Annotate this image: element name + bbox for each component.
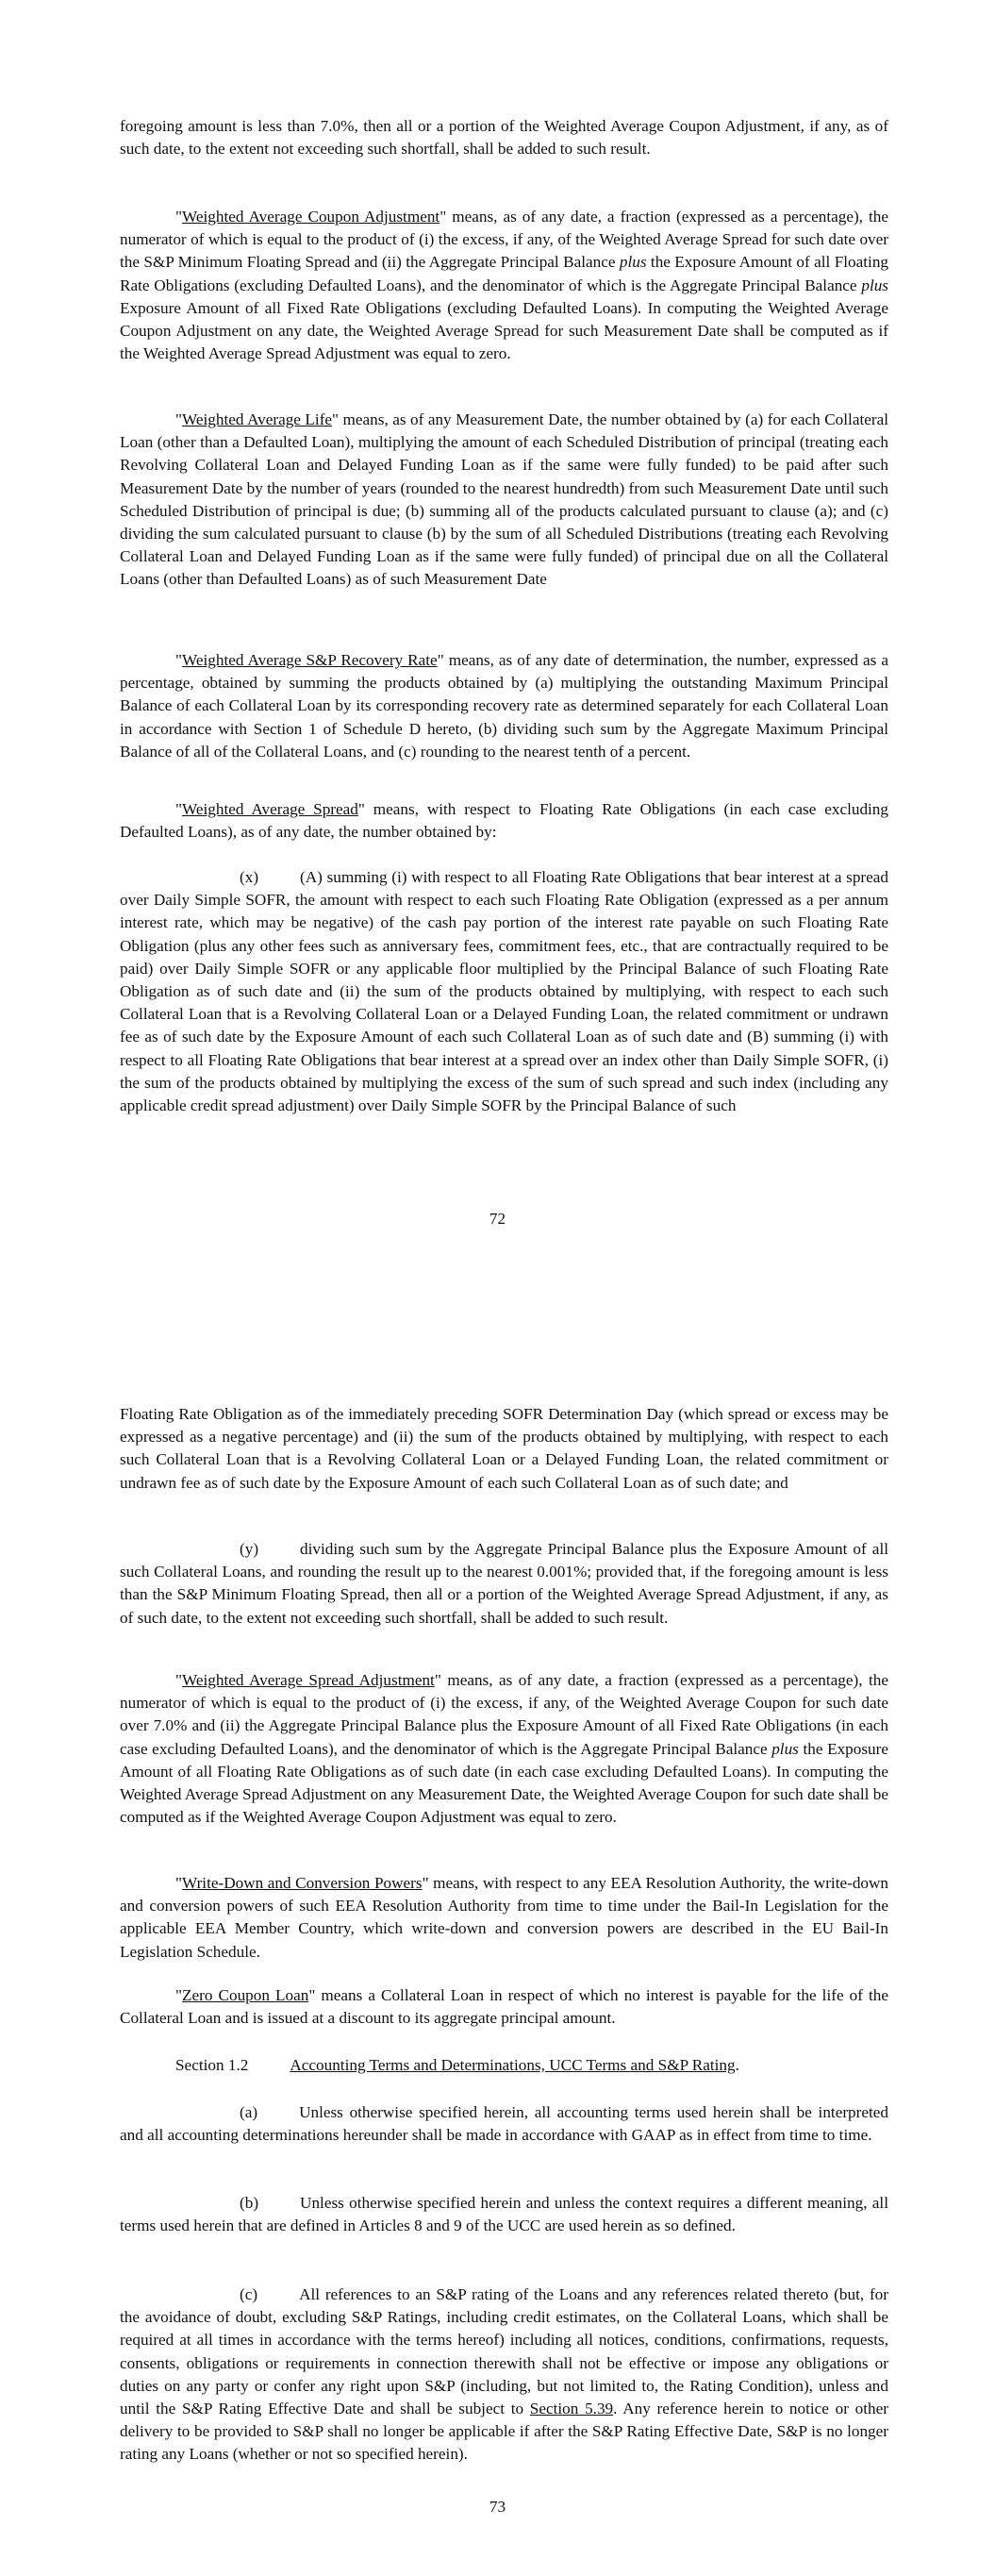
section-heading: Section 1.2 Accounting Terms and Determinations, UCC Terms and S&P Rating.	[175, 2056, 739, 2074]
definition-zero-coupon-loan: "Zero Coupon Loan" means a Collateral Loan in respect of which no interest is payable for the life of the Collateral Loan and is issued at a discount to its aggregate principal amount.	[120, 1986, 888, 2028]
definition-weighted-average-spread: "Weighted Average Spread" means, with respect to Floating Rate Obligations (in each case excluding Defaulted Loans), as of any date, the number obtained by:	[120, 800, 888, 842]
clause-x: (x) (A) summing (i) with respect to all Floating Rate Obligations that bear interest at a spread over Daily Simple SOFR, the amount with respect to each such Floating Rate Obligation (expressed as a per annum interest rate, which may be negative) of the cash pay portion of the interest rate payable on such Floating Rate Obligation (plus any other fees such as anniversary fees, commitment fees, etc., that are contractually required to be paid) over Daily Simple SOFR or any applicable floor multiplied by the Principal Balance of such Floating Rate Obligation as of such date and (ii) the sum of the products obtained by multiplying, with respect to each such Collateral Loan that is a Revolving Collateral Loan or a Delayed Funding Loan, the related commitment or undrawn fee as of such date by the Exposure Amount of each such Collateral Loan as of such date and (B) summing (i) with respect to all Floating Rate Obligations that bear interest at a spread over an index other than Daily Simple SOFR, (i) the sum of the products obtained by multiplying the excess of the sum of such spread and such index (including any applicable credit spread adjustment) over Daily Simple SOFR by the Principal Balance of such	[120, 868, 888, 1115]
defined-term: Weighted Average S&P Recovery Rate	[182, 651, 438, 669]
page-number: 73	[489, 2498, 506, 2516]
clause-c: (c) All references to an S&P rating of the Loans and any references related thereto (but, for the avoidance of doubt, excluding S&P Ratings, including credit estimates, on the Collateral Loans, which shall be required at all times in accordance with the terms hereof) including all notices, conditions, confirmations, requests, consents, obligations or requirements in connection therewith shall not be effective or impose any obligations or duties on any party or confer any right upon S&P (including, but not limited to, the Rating Condition), unless and until the S&P Rating Effective Date and shall be subject to Section 5.39. Any reference herein to notice or other delivery to be provided to S&P shall no longer be applicable if after the S&P Rating Effective Date, S&P is no longer rating any Loans (whether or not so specified herein).	[120, 2285, 889, 2464]
section-number: Section 1.2	[175, 2056, 249, 2074]
definition-weighted-average-coupon-adjustment: "Weighted Average Coupon Adjustment" means, as of any date, a fraction (expressed as a percentage), the numerator of which is equal to the product of (i) the excess, if any, of the Weighted Average Spread for such date over the S&P Minimum Floating Spread and (ii) the Aggregate Principal Balance plus the Exposure Amount of all Floating Rate Obligations (excluding Defaulted Loans), and the denominator of which is the Aggregate Principal Balance plus Exposure Amount of all Fixed Rate Obligations (excluding Defaulted Loans). In computing the Weighted Average Coupon Adjustment on any date, the Weighted Average Spread for such Measurement Date shall be computed as if the Weighted Average Spread Adjustment was equal to zero.	[120, 208, 889, 363]
section-title: Accounting Terms and Determinations, UCC Terms and S&P Rating	[290, 2056, 736, 2074]
definition-weighted-average-sp-recovery-rate: "Weighted Average S&P Recovery Rate" means, as of any date of determination, the number, expressed as a percentage, obtained by summing the products obtained by (a) multiplying the outstanding Maximum Principal Balance of each Collateral Loan by its corresponding recovery rate as determined separately for each Collateral Loan in accordance with Section 1 of Schedule D hereto, (b) dividing such sum by the Aggregate Maximum Principal Balance of all of the Collateral Loans, and (c) rounding to the nearest tenth of a percent.	[120, 651, 888, 761]
definition-write-down-and-conversion-powers: "Write-Down and Conversion Powers" means, with respect to any EEA Resolution Authority, the write-down and conversion powers of such EEA Resolution Authority from time to time under the Bail-In Legislation for the applicable EEA Member Country, which write-down and conversion powers are described in the EU Bail-In Legislation Schedule.	[120, 1874, 889, 1961]
defined-term: Weighted Average Life	[182, 410, 333, 428]
definition-weighted-average-spread-adjustment: "Weighted Average Spread Adjustment" means, as of any date, a fraction (expressed as a percentage), the numerator of which is equal to the product of (i) the excess, if any, of the Weighted Average Coupon for such date over 7.0% and (ii) the Aggregate Principal Balance plus the Exposure Amount of all Fixed Rate Obligations (in each case excluding Defaulted Loans), and the denominator of which is the Aggregate Principal Balance plus the Exposure Amount of all Floating Rate Obligations as of such date (in each case excluding Defaulted Loans). In computing the Weighted Average Spread Adjustment on any Measurement Date, the Weighted Average Coupon for such date shall be computed as if the Weighted Average Coupon Adjustment was equal to zero.	[120, 1671, 889, 1827]
paragraph-continuation: foregoing amount is less than 7.0%, then all or a portion of the Weighted Average Coupon Adjustment, if any, as of such date, to the extent not exceeding such shortfall, shall be added to such result.	[120, 117, 888, 159]
section-reference-link[interactable]: Section 5.39	[529, 2400, 614, 2418]
clause-y: (y) dividing such sum by the Aggregate Principal Balance plus the Exposure Amount of all such Collateral Loans, and rounding the result up to the nearest 0.001%; provided that, if the foregoing amount is less than the S&P Minimum Floating Spread, then all or a portion of the Weighted Average Spread Adjustment, if any, as of such date, to the extent not exceeding such shortfall, shall be added to such result.	[120, 1540, 888, 1627]
defined-term: Weighted Average Coupon Adjustment	[182, 208, 440, 226]
document-page-73	[0, 1288, 995, 2576]
defined-term: Weighted Average Spread Adjustment	[182, 1671, 435, 1689]
page-number: 72	[489, 1210, 506, 1228]
defined-term: Write-Down and Conversion Powers	[182, 1874, 423, 1892]
defined-term: Weighted Average Spread	[182, 800, 358, 818]
clause-b: (b) Unless otherwise specified herein and unless the context requires a different meaning, all terms used herein that are defined in Articles 8 and 9 of the UCC are used herein as so defined.	[120, 2194, 888, 2235]
definition-weighted-average-life: "Weighted Average Life" means, as of any Measurement Date, the number obtained by (a) for each Collateral Loan (other than a Defaulted Loan), multiplying the amount of each Scheduled Distribution of principal (treating each Revolving Collateral Loan and Delayed Funding Loan as if the same were fully funded) to be paid after such Measurement Date by the number of years (rounded to the nearest hundredth) from such Measurement Date until such Scheduled Distribution of principal is due; (b) summing all of the products calculated pursuant to clause (a); and (c) dividing the sum calculated pursuant to clause (b) by the sum of all Scheduled Distributions (treating each Revolving Collateral Loan and Delayed Funding Loan as if the same were fully funded) of principal due on all the Collateral Loans (other than Defaulted Loans) as of such Measurement Date	[120, 410, 888, 589]
defined-term: Zero Coupon Loan	[182, 1986, 309, 2004]
paragraph-continuation: Floating Rate Obligation as of the immediately preceding SOFR Determination Day (which spread or excess may be expressed as a negative percentage) and (ii) the sum of the products obtained by multiplying, with respect to each such Collateral Loan that is a Revolving Collateral Loan or a Delayed Funding Loan, the related commitment or undrawn fee as of such date by the Exposure Amount of each such Collateral Loan as of such date; and	[120, 1405, 888, 1492]
clause-a: (a) Unless otherwise specified herein, all accounting terms used herein shall be interpreted and all accounting determinations hereunder shall be made in accordance with GAAP as in effect from time to time.	[120, 2103, 888, 2145]
